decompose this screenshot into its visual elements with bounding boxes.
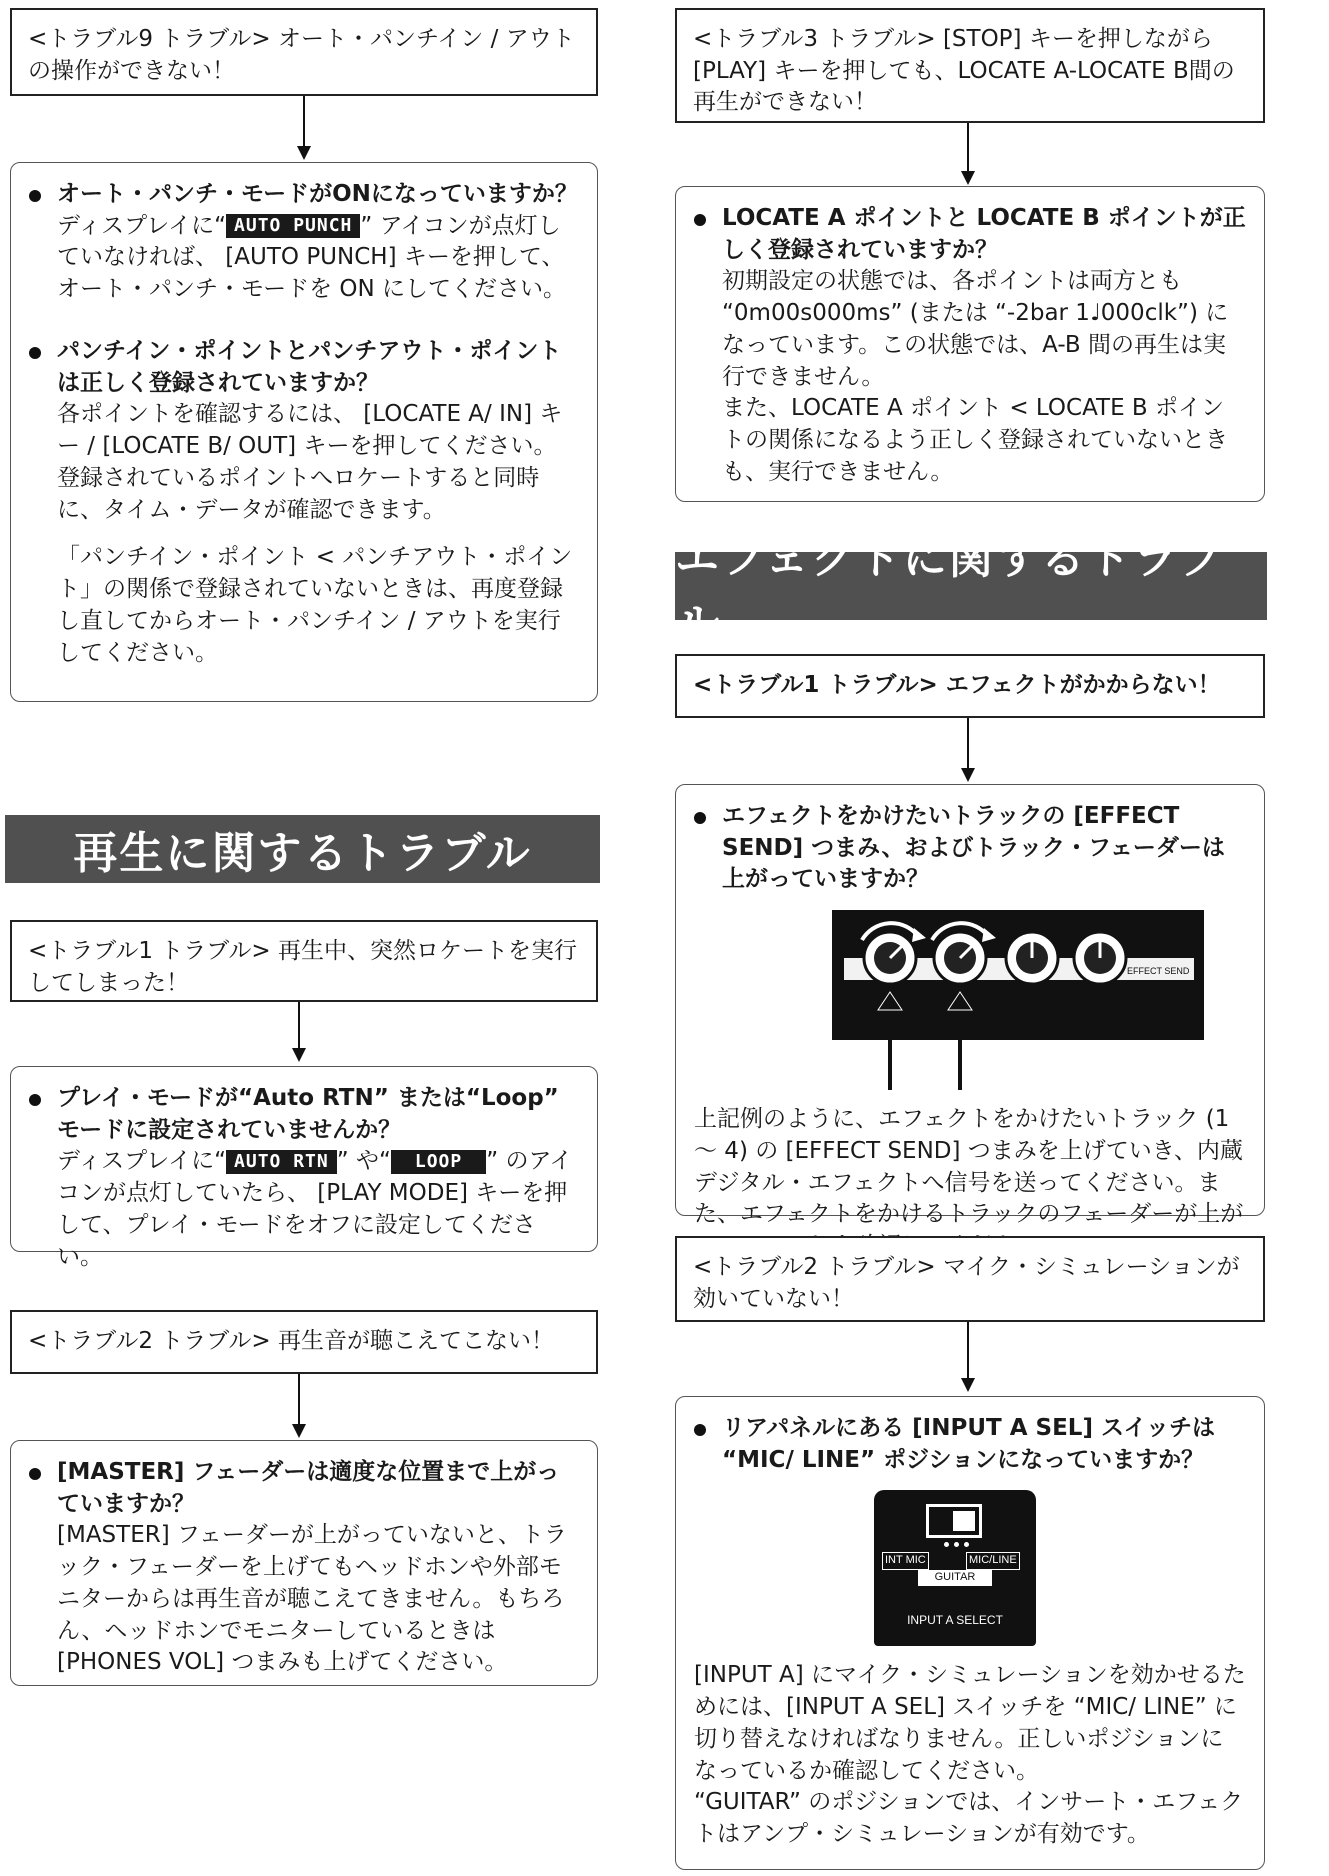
bullet-icon (694, 214, 706, 226)
trouble-2-effect-header (675, 1236, 1265, 1322)
trouble-3-title: <トラブル3 トラブル> [STOP] キーを押しながら [PLAY] キーを押しても、LOCATE A-LOCATE B間の再生ができない！ (693, 26, 1235, 116)
arrow-line (967, 123, 969, 171)
question: エフェクトをかけたいトラックの [EFFECT SEND] つまみ、およびトラック・フェーダーは上がっていますか？ (722, 803, 1225, 893)
arrow-head (961, 171, 975, 185)
bullet-icon (694, 812, 706, 824)
arrow-head (961, 1378, 975, 1392)
trouble-3-detail (675, 186, 1265, 502)
knob-icon (1074, 932, 1126, 984)
switch-icon (926, 1504, 982, 1538)
question: オート・パンチ・モードがONになっていますか？ (57, 181, 578, 207)
question: パンチイン・ポイントとパンチアウト・ポイントは正しく登録されていますか？ (57, 337, 562, 396)
bullet-icon (29, 1094, 41, 1106)
trouble-2-playback-header (10, 1310, 598, 1374)
arrow-head (961, 768, 975, 782)
answer: [MASTER] フェーダーが上がっていないと、トラック・フェーダーを上げてもヘッドホンや外部モニターからは再生音が聴こえてきません。もちろん、ヘッドホンでモニターしているときは [PHONES VOL] つまみも上げてください。 (57, 1522, 567, 1676)
input-a-select-panel (874, 1490, 1036, 1646)
checklist-item (694, 1413, 1246, 1476)
answer-note: 「パンチイン・ポイント < パンチアウト・ポイント」の関係で登録されていないときは、再度登録し直してからオート・パンチイン / アウトを実行してください。 (57, 544, 573, 666)
arrow-up-icon (878, 992, 902, 1090)
question: リアパネルにある [INPUT A SEL] スイッチは “MIC/ LINE” ポジションになっていますか？ (722, 1415, 1216, 1473)
arrow-line (298, 1002, 300, 1048)
section-playback-title: 再生に関するトラブル (5, 815, 600, 883)
trouble-1-effect-detail (675, 784, 1265, 1228)
section-effect-title: エフェクトに関するトラブル (675, 552, 1267, 620)
trouble-title: <トラブル1 トラブル> エフェクトがかからない！ (693, 672, 1221, 698)
answer: ディスプレイに“ AUTO PUNCH ” アイコンが点灯していなければ、 [AUTO PUNCH] キーを押して、オート・パンチ・モードを ON にしてください。 (57, 212, 567, 303)
answer: 各ポイントを確認するには、 [LOCATE A/ IN] キー / [LOCATE B/ OUT] キーを押してください。登録されているポイントへロケートすると同時に、タイム・データが確認できます。 (57, 401, 563, 523)
trouble-2-playback-detail (10, 1440, 598, 1686)
arrow-line (967, 718, 969, 768)
bullet-icon (29, 190, 41, 202)
trouble-9-header (10, 8, 598, 96)
trouble-1-playback-header (10, 920, 598, 1002)
input-a-select-caption: INPUT A SELECT (907, 1613, 1003, 1628)
knob-icon (1006, 932, 1058, 984)
checklist-item (694, 801, 1246, 896)
effect-send-illustration (832, 910, 1204, 1092)
arrow-up-icon (948, 992, 972, 1090)
answer: 上記例のように、エフェクトをかけたいトラック (1 〜 4) の [EFFECT SEND] つまみを上げていき、内蔵デジタル・エフェクトへ信号を送ってください。また、エフェクトをかけるトラックのフェーダーが上が (694, 1106, 1244, 1228)
effect-send-label: EFFECT SEND (1127, 966, 1190, 977)
bullet-icon (29, 1468, 41, 1480)
trouble-9-title: <トラブル9 トラブル> オート・パンチイン / アウトの操作ができない！ (28, 26, 575, 84)
answer-default-time: “0m00s000ms” (または “-2bar 1♩000clk”) になっています。この状態では、A-B 間の再生は実行できません。 (722, 300, 1229, 390)
answer-note: また、LOCATE A ポイント < LOCATE B ポイントの関係になるよう正しく登録されていないときも、実行できません。 (722, 395, 1228, 485)
arrow-line (967, 1322, 969, 1378)
answer-note: “GUITAR” のポジションでは、インサート・エフェクトはアンプ・シミュレーションが有効です。 (694, 1789, 1244, 1848)
loop-lcd-icon: LOOP (391, 1150, 486, 1174)
arrow-head (292, 1048, 306, 1062)
question: [MASTER] フェーダーは適度な位置まで上がっていますか？ (57, 1459, 560, 1517)
question: プレイ・モードが“Auto RTN” または“Loop” モードに設定されていませんか？ (57, 1085, 559, 1143)
answer: ディスプレイに“ AUTO RTN ” や“ LOOP ” のアイコンが点灯していたら、 [PLAY MODE] キーを押して、プレイ・モードをオフに設定してください。 (57, 1148, 573, 1270)
auto-punch-lcd-icon: AUTO PUNCH (226, 214, 360, 238)
trouble-title: <トラブル2 トラブル> マイク・シミュレーションが効いていない！ (693, 1254, 1240, 1312)
trouble-title: <トラブル1 トラブル> 再生中、突然ロケートを実行してしまった！ (28, 938, 577, 996)
trouble-1-effect-header (675, 654, 1265, 718)
arrow-head (297, 146, 311, 160)
trouble-1-playback-detail (10, 1066, 598, 1270)
arrow-line (298, 1374, 300, 1424)
checklist-item (694, 203, 1246, 489)
trouble-9-detail (10, 162, 598, 702)
arrow-head (292, 1424, 306, 1438)
auto-rtn-lcd-icon: AUTO RTN (226, 1150, 337, 1174)
trouble-title: <トラブル2 トラブル> 再生音が聴こえてこない！ (28, 1328, 554, 1354)
checklist-item (29, 336, 579, 669)
bullet-icon (29, 347, 41, 359)
guitar-label: GUITAR (918, 1570, 992, 1585)
question: LOCATE A ポイントと LOCATE B ポイントが正しく登録されていますか？ (722, 205, 1246, 263)
trouble-3-header (675, 8, 1265, 123)
answer: [INPUT A] にマイク・シミュレーションを効かせるためには、[INPUT A SEL] スイッチを “MIC/ LINE” に切り替えなければなりません。正しいポジションになっているか確認してください。 (694, 1662, 1246, 1784)
checklist-item (29, 179, 579, 306)
trouble-2-effect-detail (675, 1396, 1265, 1870)
bullet-icon (694, 1424, 706, 1436)
answer: 初期設定の状態では、各ポイントは両方とも (722, 268, 1182, 295)
checklist-item (29, 1457, 579, 1679)
int-mic-label: INT MIC (882, 1552, 929, 1569)
arrow-line (303, 96, 305, 146)
mic-line-label: MIC/LINE (966, 1552, 1020, 1569)
checklist-item (29, 1083, 579, 1273)
